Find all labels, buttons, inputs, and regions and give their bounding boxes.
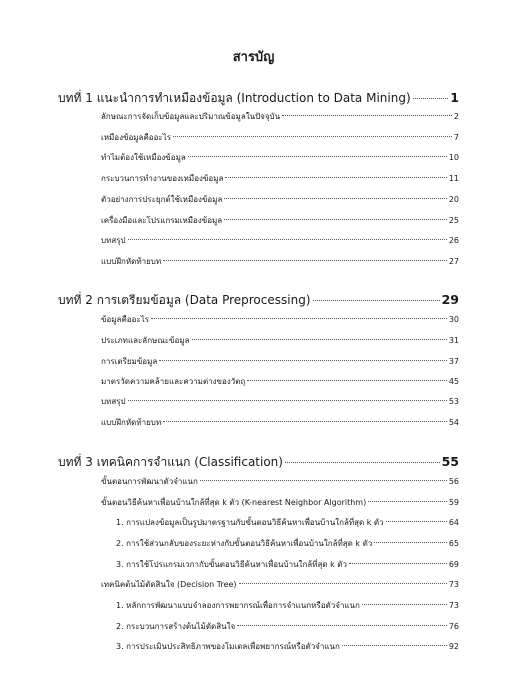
section-entry-title: 1. หลักการพัฒนาแบบจำลองการพยากรณ์เพื่อการจำแนกหรือตัวจำแนก — [116, 601, 360, 610]
section-entry-title: ประเภทและลักษณะข้อมูล — [101, 336, 190, 345]
section-entry — [116, 599, 459, 612]
dot-leader — [374, 542, 447, 543]
section-entry — [116, 516, 459, 529]
dot-leader — [188, 156, 447, 157]
section-entry — [101, 416, 459, 429]
section-entry-page-number: 25 — [448, 216, 459, 225]
dot-leader — [247, 380, 447, 381]
section-entry-page-number: 65 — [448, 539, 459, 548]
section-entry-title: บทสรุป — [101, 236, 126, 245]
section-entry-page-number: 26 — [448, 236, 459, 245]
dot-leader — [362, 604, 447, 605]
section-entry-page-number: 37 — [448, 357, 459, 366]
dot-leader — [192, 339, 447, 340]
section-entry-page-number: 7 — [453, 133, 459, 142]
dot-leader — [151, 318, 447, 319]
dot-leader — [386, 521, 447, 522]
section-entry — [101, 475, 459, 488]
dot-leader — [239, 583, 447, 584]
section-entry-title: 3. การประเมินประสิทธิภาพของโมเดลเพื่อพยากรณ์หรือตัวจำแนก — [116, 642, 340, 651]
section-entry-page-number: 10 — [448, 153, 459, 162]
section-entry — [101, 355, 459, 368]
chapter-entry — [58, 291, 459, 310]
section-entry-title: กระบวนการทำงานของเหมืองข้อมูล — [101, 174, 224, 183]
dot-leader — [163, 421, 447, 422]
section-entry-title: 2. การใช้ส่วนกลับของระยะห่างกับขั้นตอนวิธีค้นหาเพื่อนบ้านใกล้ที่สุด k ตัว — [116, 539, 373, 548]
section-entry-page-number: 59 — [448, 498, 459, 507]
section-entry — [101, 214, 459, 227]
section-entry-page-number: 73 — [448, 601, 459, 610]
dot-leader — [159, 360, 447, 361]
section-entry — [101, 151, 459, 164]
section-entry-page-number: 20 — [448, 195, 459, 204]
section-entry — [101, 395, 459, 408]
section-entry — [101, 313, 459, 326]
section-entry-title: ทำไมต้องใช้เหมืองข้อมูล — [101, 153, 186, 162]
section-entry-title: 3. การใช้โปรแกรมเวกากับขั้นตอนวิธีค้นหาเพื่อนบ้านใกล้ที่สุด k ตัว — [116, 560, 347, 569]
chapter-entry-page-number: 1 — [450, 90, 459, 105]
dot-leader — [342, 645, 447, 646]
section-entry-title: 1. การแปลงข้อมูลเป็นรูปมาตรฐานกับขั้นตอนวิธีค้นหาเพื่อนบ้านใกล้ที่สุด k ตัว — [116, 518, 384, 527]
section-entry-title: มาตรวัดความคล้ายและความต่างของวัตถุ — [101, 377, 246, 386]
section-entry — [116, 537, 459, 550]
section-entry — [101, 131, 459, 144]
section-entry-title: บทสรุป — [101, 397, 126, 406]
section-entry — [101, 375, 459, 388]
chapter-entry-title: บทที่ 3 เทคนิคการจำแนก (Classification) — [58, 455, 283, 469]
chapter-entry-page-number: 55 — [441, 454, 459, 469]
section-entry-page-number: 54 — [448, 418, 459, 427]
section-entry — [101, 110, 459, 123]
section-entry-page-number: 73 — [448, 580, 459, 589]
dot-leader — [200, 480, 447, 481]
dot-leader — [128, 239, 447, 240]
section-entry — [101, 578, 459, 591]
section-entry — [101, 172, 459, 185]
dot-leader — [173, 136, 452, 137]
chapter-entry-title: บทที่ 1 แนะนำการทำเหมืองข้อมูล (Introduction to Data Mining) — [58, 91, 411, 105]
section-entry-title: เทคนิคต้นไม้ตัดสินใจ (Decision Tree) — [101, 580, 237, 589]
section-entry-title: แบบฝึกหัดท้ายบท — [101, 257, 162, 266]
section-entry — [116, 640, 459, 653]
chapter-entry-page-number: 29 — [441, 292, 459, 307]
chapter-entry — [58, 89, 459, 108]
section-entry-page-number: 27 — [448, 257, 459, 266]
dot-leader — [224, 198, 446, 199]
section-entry-page-number: 11 — [448, 174, 459, 183]
section-entry-page-number: 30 — [448, 315, 459, 324]
dot-leader — [285, 462, 440, 463]
section-entry-page-number: 64 — [448, 518, 459, 527]
section-entry — [101, 496, 459, 509]
section-entry-title: เครื่องมือและโปรแกรมเหมืองข้อมูล — [101, 216, 223, 225]
chapter-entry — [58, 453, 459, 472]
dot-leader — [368, 501, 447, 502]
dot-leader — [349, 563, 447, 564]
dot-leader — [128, 400, 447, 401]
section-entry-title: ขั้นตอนการพัฒนาตัวจำแนก — [101, 477, 198, 486]
section-entry-page-number: 2 — [453, 112, 459, 121]
section-entry-title: ขั้นตอนวิธีค้นหาเพื่อนบ้านใกล้ที่สุด k ตัว (K-nearest Neighbor Algorithm) — [101, 498, 367, 507]
section-entry-page-number: 92 — [448, 642, 459, 651]
section-entry — [116, 558, 459, 571]
section-entry-page-number: 56 — [448, 477, 459, 486]
section-entry-title: ลักษณะการจัดเก็บข้อมูลและปริมาณข้อมูลในปัจจุบัน — [101, 112, 281, 121]
section-entry-page-number: 69 — [448, 560, 459, 569]
section-entry — [101, 234, 459, 247]
section-entry-page-number: 76 — [448, 622, 459, 631]
chapter-entry-title: บทที่ 2 การเตรียมข้อมูล (Data Preprocessing) — [58, 293, 311, 307]
dot-leader — [225, 177, 446, 178]
section-entry-title: ข้อมูลคืออะไร — [101, 315, 150, 324]
section-entry — [101, 193, 459, 206]
section-entry-title: การเตรียมข้อมูล — [101, 357, 158, 366]
section-entry-page-number: 53 — [448, 397, 459, 406]
section-entry-title: 2. กระบวนการสร้างต้นไม้ตัดสินใจ — [116, 622, 236, 631]
section-entry — [101, 334, 459, 347]
section-entry-page-number: 31 — [448, 336, 459, 345]
section-entry — [116, 620, 459, 633]
section-entry-page-number: 45 — [448, 377, 459, 386]
section-entry-title: ตัวอย่างการประยุกต์ใช้เหมืองข้อมูล — [101, 195, 223, 204]
section-entry-title: แบบฝึกหัดท้ายบท — [101, 418, 162, 427]
dot-leader — [282, 115, 452, 116]
dot-leader — [313, 300, 440, 301]
section-entry — [101, 255, 459, 268]
section-entry-title: เหมืองข้อมูลคืออะไร — [101, 133, 172, 142]
dot-leader — [237, 625, 447, 626]
dot-leader — [413, 98, 449, 99]
page-title: สารบัญ — [232, 50, 275, 65]
dot-leader — [224, 219, 447, 220]
dot-leader — [163, 260, 447, 261]
